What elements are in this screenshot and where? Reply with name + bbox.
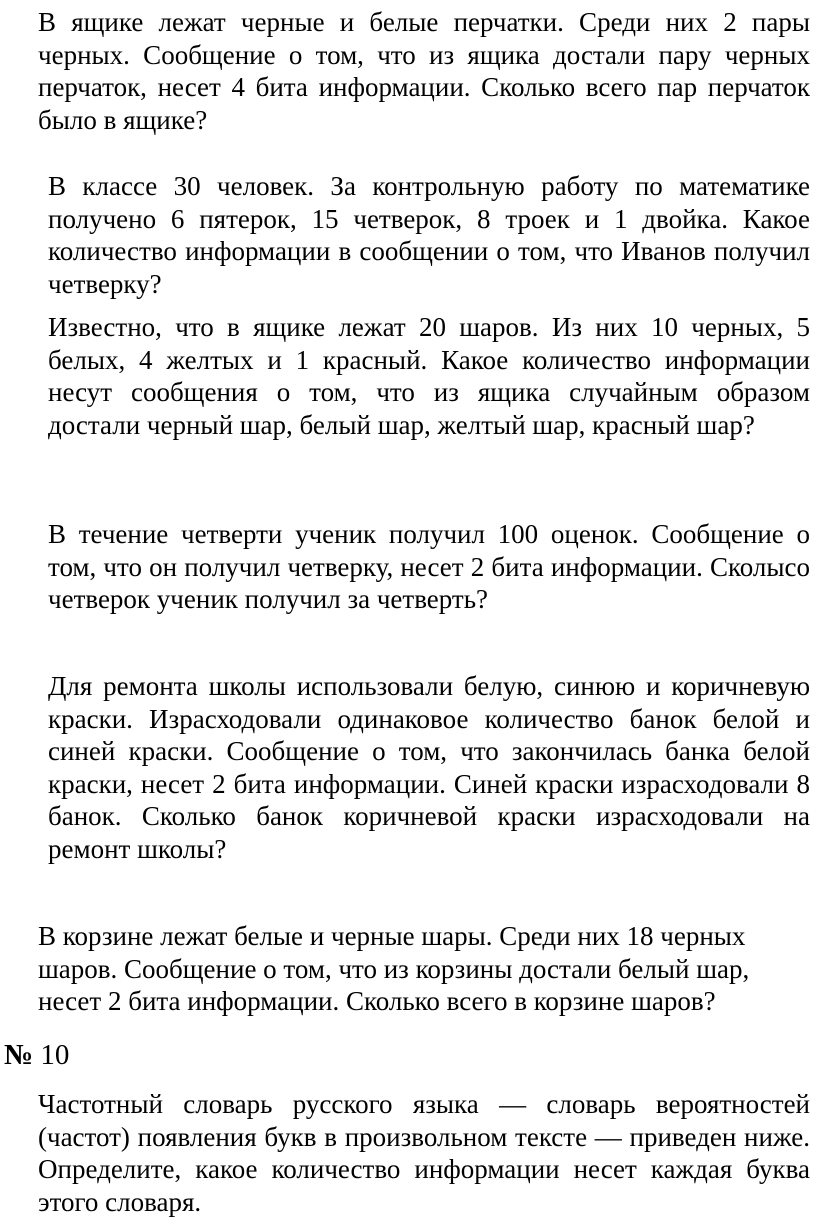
problem-balls-in-box: Известно, что в ящике лежат 20 шаров. Из них 10 черных, 5 белых, 4 желтых и 1 красный. Какое количество информации несут сообщения о том, что из ящика случайным образом достали черный шар, белый шар, желтый шар, красный шар?: [48, 312, 810, 440]
number-sign: №: [4, 1039, 34, 1071]
problem-frequency-dictionary: Частотный словарь русского языка — словарь вероятностей (частот) появления букв в произвольном тексте — приведен ниже. Определите, какое количество информации несет каждая буква этого словаря.: [38, 1089, 810, 1217]
problem-gloves: В ящике лежат черные и белые перчатки. Среди них 2 пары черных. Сообщение о том, что из ящика достали пару черных перчаток, несет 4 бита информации. Сколько всего пар перчаток было в ящике?: [38, 7, 810, 135]
problem-class-grades: В классе 30 человек. За контрольную работу по математике получено 6 пятерок, 15 четверок, 8 троек и 1 двойка. Какое количество информации в сообщении о том, что Иванов получил четверку?: [48, 171, 810, 299]
problem-basket-balls: В корзине лежат белые и черные шары. Среди них 18 черных шаров. Сообщение о том, что из корзины достали белый шар, несет 2 бита информации. Сколько всего в корзине шаров?: [38, 921, 750, 1016]
problem-school-paint: Для ремонта школы использовали белую, синюю и коричневую краски. Израсходовали одинаковое количество банок белой и синей краски. Сообщение о том, что закончилась банка белой краски, несет 2 бита информации. Синей краски израсходовали 8 банок. Сколько банок коричневой краски израсходовали на ремонт школы?: [48, 671, 810, 864]
task-number-heading: [4, 1038, 69, 1072]
task-number-value: 10: [40, 1039, 70, 1071]
problem-quarter-grades: В течение четверти ученик получил 100 оценок. Сообщение о том, что он получил четверку, несет 2 бита информации. Сколысо четверок ученик получил за четверть?: [48, 519, 810, 614]
